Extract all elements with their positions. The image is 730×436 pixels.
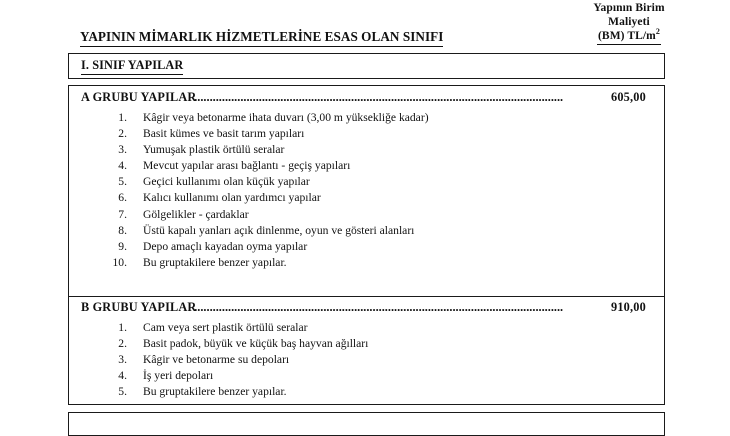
group-a-leader-dots: ........................................................................................................................ — [194, 90, 564, 104]
list-item-label: Kâgir ve betonarme su depoları — [143, 353, 290, 367]
unit-cost-column-header — [540, 2, 718, 45]
list-item-label: Kalıcı kullanımı olan yardımcı yapılar — [143, 191, 321, 205]
group-a-name: A GRUBU YAPILAR — [81, 90, 197, 104]
list-item-number: 8. — [118, 223, 127, 237]
list-item-number: 3. — [118, 353, 127, 367]
list-item — [81, 207, 664, 223]
unit-cost-header-line2: Maliyeti — [608, 15, 650, 28]
list-item-label: Yumuşak plastik örtülü seralar — [143, 143, 285, 157]
group-a-list-wrapper — [69, 109, 664, 271]
list-item — [81, 239, 664, 255]
group-section-b — [69, 296, 664, 400]
list-item-label: Üstü kapalı yanları açık dinlenme, oyun ve gösteri alanları — [143, 223, 415, 237]
list-item — [81, 336, 664, 352]
list-item-label: Basit padok, büyük ve küçük baş hayvan ağılları — [143, 337, 369, 351]
unit-cost-header-superscript: 2 — [655, 27, 660, 37]
group-b-unit-cost: 910,00 — [610, 300, 646, 314]
list-item — [81, 223, 664, 239]
list-item-label: Kâgir veya betonarme ihata duvarı (3,00 m yüksekliğe kadar) — [143, 111, 429, 124]
list-item-number: 2. — [118, 127, 127, 141]
next-section-box-partial — [68, 412, 665, 436]
unit-cost-header-line1: Yapının Birim — [593, 2, 665, 14]
group-b-list-wrapper — [69, 319, 664, 400]
group-b-item-list — [81, 320, 664, 400]
list-item — [81, 158, 664, 174]
list-item — [81, 190, 664, 206]
list-item-number: 6. — [118, 191, 127, 205]
group-a-item-list — [81, 110, 664, 271]
list-item-label: Geçici kullanımı olan küçük yapılar — [143, 175, 310, 189]
list-item-label: Depo amaçlı kayadan oyma yapılar — [143, 239, 308, 253]
list-item-number: 10. — [112, 255, 127, 269]
list-item — [81, 110, 664, 126]
list-item-label: Mevcut yapılar arası bağlantı - geçiş yapıları — [143, 159, 351, 173]
list-item — [81, 174, 664, 190]
building-class-label: I. SINIF YAPILAR — [81, 58, 183, 75]
building-groups-box — [68, 85, 665, 405]
list-item-number: 1. — [118, 111, 127, 124]
list-item — [81, 384, 664, 400]
list-item-number: 2. — [118, 337, 127, 351]
list-item-label: Bu gruptakilere benzer yapılar. — [143, 255, 287, 269]
group-b-name: B GRUBU YAPILAR — [81, 300, 197, 314]
group-b-header-row — [69, 296, 664, 319]
list-item — [81, 142, 664, 158]
list-item — [81, 255, 664, 271]
list-item-number: 1. — [118, 321, 127, 334]
list-item-label: Bu gruptakilere benzer yapılar. — [143, 385, 287, 399]
list-item — [81, 368, 664, 384]
group-a-header-row — [69, 86, 664, 109]
building-class-box — [68, 53, 665, 79]
list-item-label: Gölgelikler - çardaklar — [143, 207, 249, 221]
list-item-number: 5. — [118, 385, 127, 399]
list-item-number: 9. — [118, 239, 127, 253]
list-item-number: 4. — [118, 159, 127, 173]
list-item-number: 4. — [118, 369, 127, 383]
group-section-a — [69, 86, 664, 271]
list-item-label: Basit kümes ve basit tarım yapıları — [143, 127, 305, 141]
list-item — [81, 352, 664, 368]
list-item-label: İş yeri depoları — [143, 369, 214, 383]
list-item-label: Cam veya sert plastik örtülü seralar — [143, 321, 308, 334]
group-b-leader-dots: ........................................................................................................................ — [194, 300, 564, 314]
list-item — [81, 320, 664, 336]
list-item-number: 5. — [118, 175, 127, 189]
list-item-number: 7. — [118, 207, 127, 221]
group-a-unit-cost: 605,00 — [610, 90, 646, 104]
list-item — [81, 126, 664, 142]
page-title: YAPININ MİMARLIK HİZMETLERİNE ESAS OLAN SINIFI — [80, 29, 443, 47]
unit-cost-header-unit — [597, 27, 661, 45]
unit-cost-header-unit-text: (BM) TL/m — [598, 30, 656, 42]
list-item-number: 3. — [118, 143, 127, 157]
